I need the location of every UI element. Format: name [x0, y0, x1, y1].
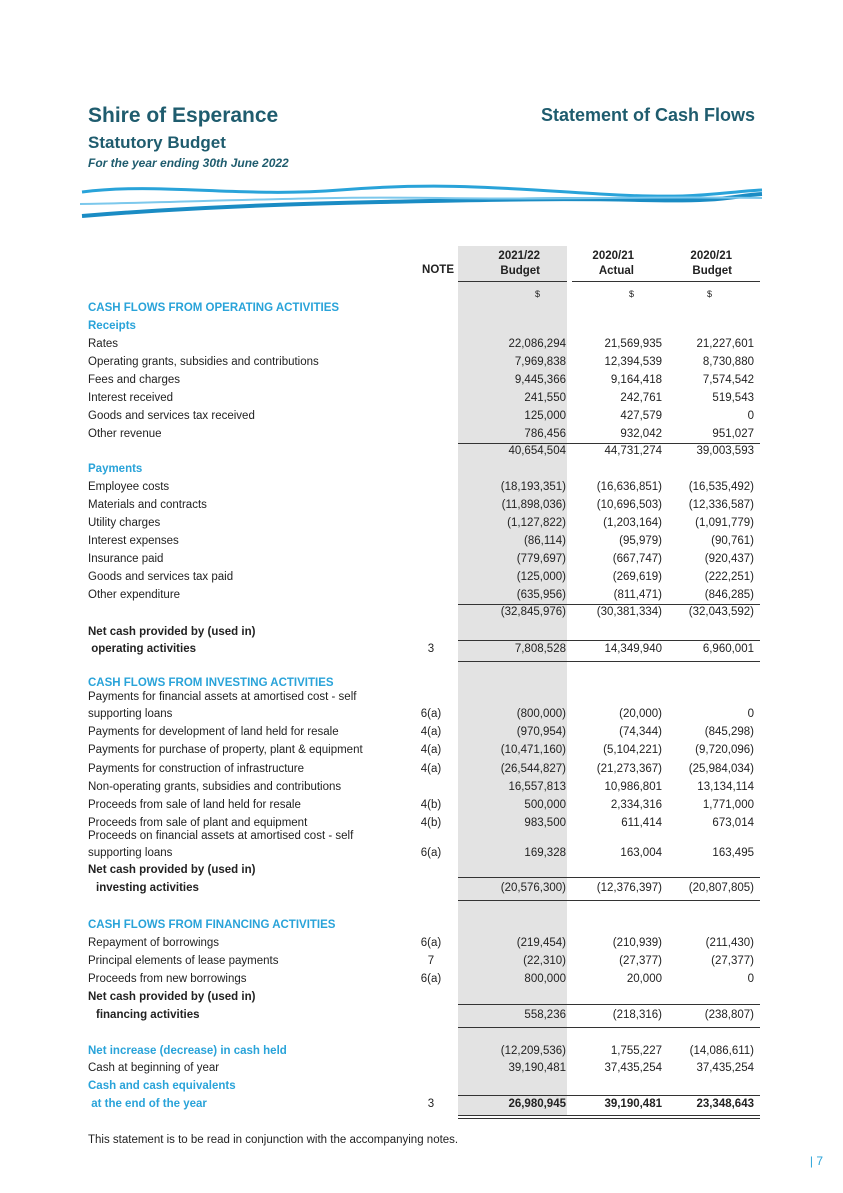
col3-type-header: Budget: [692, 265, 732, 277]
net-label-row: Net cash provided by (used in): [88, 626, 256, 638]
table-row: Goods and services tax paid (125,000) (269,619) (222,251): [88, 571, 754, 583]
section-heading: CASH FLOWS FROM INVESTING ACTIVITIES: [88, 677, 334, 689]
table-row: Payments for construction of infrastructure 4(a) (26,544,827) (21,273,367) (25,984,034): [88, 763, 754, 775]
total-rule: [458, 1004, 760, 1005]
unit-label: $: [628, 289, 634, 299]
double-rule: [458, 1118, 760, 1119]
subtotal-rule: [458, 443, 760, 444]
table-row: Employee costs (18,193,351) (16,636,851) (16,535,492): [88, 481, 754, 493]
document-subtitle: Statutory Budget: [88, 133, 226, 152]
table-row: Payments for development of land held for resale 4(a) (970,954) (74,344) (845,298): [88, 726, 754, 738]
header-rule: [572, 281, 760, 282]
table-row: Other revenue 786,456 932,042 951,027: [88, 428, 754, 440]
net-label-row: Net cash provided by (used in): [88, 991, 256, 1003]
total-rule: [458, 877, 760, 878]
note-column-header: NOTE: [422, 264, 454, 276]
col3-year-header: 2020/21: [690, 250, 732, 262]
net-total-row: operating activities 3 7,808,528 14,349,940 6,960,001: [88, 643, 754, 655]
section-heading: CASH FLOWS FROM FINANCING ACTIVITIES: [88, 919, 336, 931]
col1-year-header: 2021/22: [498, 250, 540, 262]
section-heading: CASH FLOWS FROM OPERATING ACTIVITIES: [88, 302, 340, 314]
total-rule: [458, 661, 760, 662]
footer-note: This statement is to be read in conjunction with the accompanying notes.: [88, 1134, 459, 1146]
total-rule: [458, 640, 760, 641]
table-row: Interest expenses (86,114) (95,979) (90,761): [88, 535, 754, 547]
double-rule: [458, 1115, 760, 1116]
unit-label: $: [706, 289, 712, 299]
subtotal-row: 40,654,504 44,731,274 39,003,593: [508, 445, 754, 457]
table-row: Materials and contracts (11,898,036) (10,696,503) (12,336,587): [88, 499, 754, 511]
col1-type-header: Budget: [500, 265, 540, 277]
table-row: Operating grants, subsidies and contributions 7,969,838 12,394,539 8,730,880: [88, 356, 754, 368]
table-row: Proceeds from new borrowings 6(a) 800,000 20,000 0: [88, 973, 754, 985]
subtotal-row: (32,845,976) (30,381,334) (32,043,592): [500, 606, 754, 618]
table-row: Fees and charges 9,445,366 9,164,418 7,574,542: [88, 374, 754, 386]
table-row: Interest received 241,550 242,761 519,543: [88, 392, 754, 404]
cash-label-row: Cash and cash equivalents: [88, 1080, 236, 1092]
table-row: Repayment of borrowings 6(a) (219,454) (210,939) (211,430): [88, 937, 754, 949]
subtotal-rule: [458, 604, 760, 605]
net-total-row: investing activities (20,576,300) (12,376,397) (20,807,805): [96, 882, 754, 894]
page-number: | 7: [809, 1154, 823, 1168]
table-row: Proceeds from sale of land held for resale 4(b) 500,000 2,334,316 1,771,000: [88, 799, 754, 811]
statement-title: Statement of Cash Flows: [540, 105, 755, 125]
total-rule: [458, 1095, 760, 1096]
table-row: Goods and services tax received 125,000 427,579 0: [88, 410, 754, 422]
table-row: supporting loans 6(a) (800,000) (20,000) 0: [88, 708, 754, 720]
closing-cash-row: at the end of the year 3 26,980,945 39,190,481 23,348,643: [88, 1098, 754, 1110]
table-row: Utility charges (1,127,822) (1,203,164) (1,091,779): [88, 517, 754, 529]
net-increase-row: Net increase (decrease) in cash held (12,209,536) 1,755,227 (14,086,611): [88, 1045, 754, 1057]
table-row: Payments for financial assets at amortised cost - self: [88, 691, 357, 703]
table-row: Cash at beginning of year 39,190,481 37,435,254 37,435,254: [88, 1062, 754, 1074]
net-total-row: financing activities 558,236 (218,316) (238,807): [96, 1009, 754, 1021]
net-label-row: Net cash provided by (used in): [88, 864, 256, 876]
table-row: supporting loans 6(a) 169,328 163,004 163,495: [88, 847, 754, 859]
table-row: Payments for purchase of property, plant & equipment 4(a) (10,471,160) (5,104,221) (9,720,096): [88, 744, 754, 756]
table-row: Principal elements of lease payments 7 (22,310) (27,377) (27,377): [88, 955, 754, 967]
subsection-heading: Receipts: [88, 320, 136, 332]
table-row: Rates 22,086,294 21,569,935 21,227,601: [88, 338, 754, 350]
total-rule: [458, 900, 760, 901]
unit-label: $: [534, 289, 540, 299]
table-row: Insurance paid (779,697) (667,747) (920,437): [88, 553, 754, 565]
table-row: Non-operating grants, subsidies and contributions 16,557,813 10,986,801 13,134,114: [88, 781, 754, 793]
table-row: Proceeds on financial assets at amortised cost - self: [88, 830, 354, 842]
wave-decoration: [80, 178, 770, 228]
period-label: For the year ending 30th June 2022: [88, 156, 289, 170]
total-rule: [458, 1027, 760, 1028]
header-rule: [458, 281, 567, 282]
table-row: Proceeds from sale of plant and equipment 4(b) 983,500 611,414 673,014: [88, 817, 754, 829]
col2-year-header: 2020/21: [592, 250, 634, 262]
col2-type-header: Actual: [598, 265, 634, 277]
table-row: Other expenditure (635,956) (811,471) (846,285): [88, 589, 754, 601]
subsection-heading: Payments: [88, 463, 143, 475]
organisation-title: Shire of Esperance: [88, 104, 279, 127]
